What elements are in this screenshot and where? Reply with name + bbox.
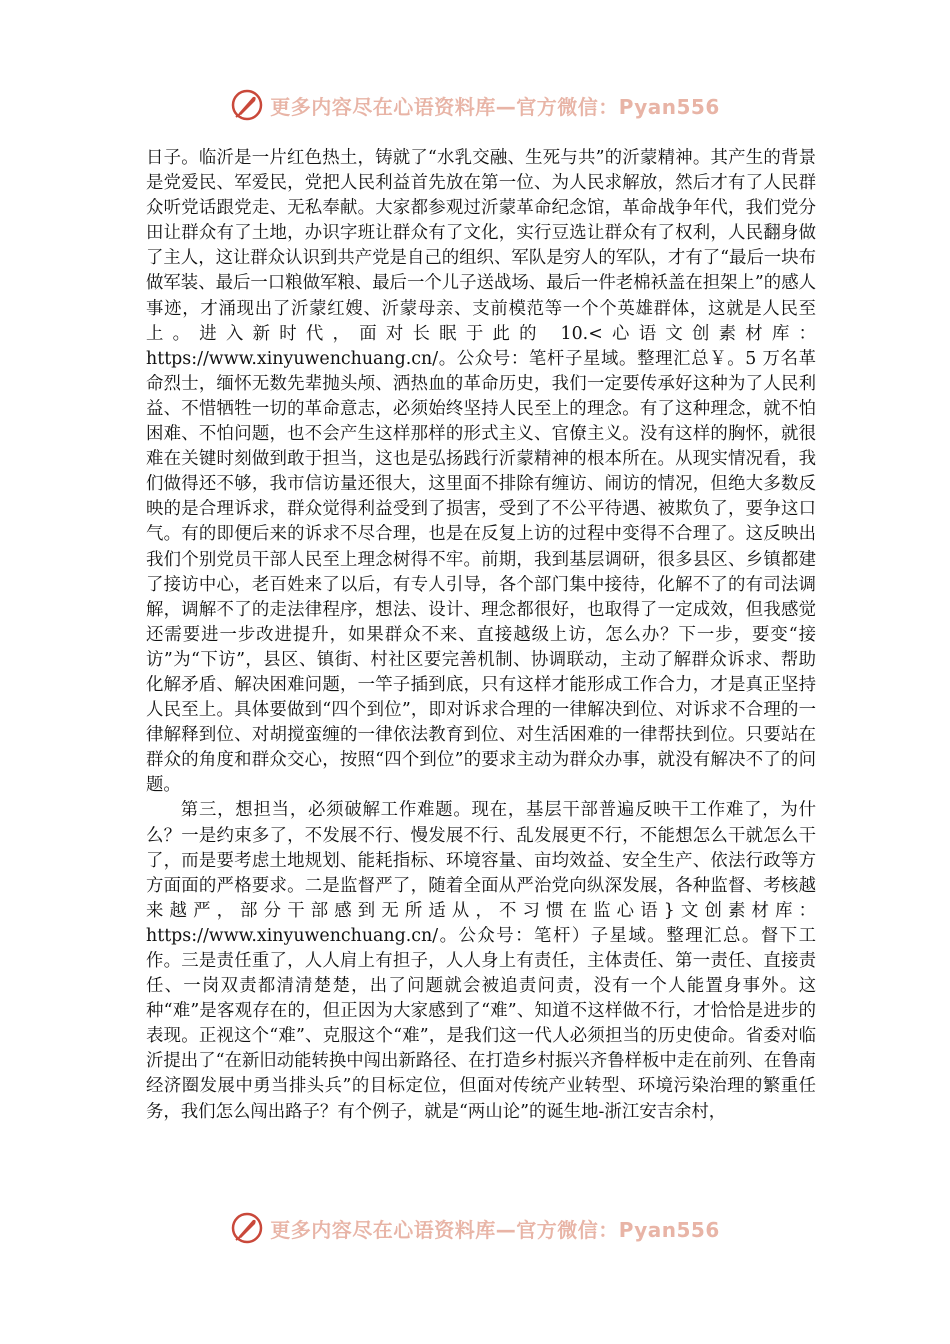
footer-banner <box>0 1208 950 1248</box>
paragraph: 日子。临沂是一片红色热土，铸就了“水乳交融、生死与共”的沂蒙精神。其产生的背景是党爱民、军爱民，党把人民利益首先放在第一位、为人民求解放，然后才有了人民群众听党话跟党走、无私奉献。大家都参观过沂蒙革命纪念馆，革命战争年代，我们党分田让群众有了土地，办识字班让群众有了文化，实行豆选让群众有了权利，人民翻身做了主人，这让群众认识到共产党是自己的组织、军队是穷人的军队，才有了“最后一块布做军装、最后一口粮做军粮、最后一个儿子送战场、最后一件老棉袄盖在担架上”的感人事迹，才涌现出了沂蒙红嫂、沂蒙母亲、支前模范等一个个英雄群体，这就是人民至上。进入新时代，面对长眠于此的 10.<心语文创素材库：https://www.xinyuwenchuang.cn/。公众号：笔杆子星域。整理汇总￥。5 万名革命烈士，缅怀无数先辈抛头颅、洒热血的革命历史，我们一定要传承好这种为了人民利益、不惜牺牲一切的革命意志，必须始终坚持人民至上的理念。有了这种理念，就不怕困难、不怕问题，也不会产生这样那样的形式主义、官僚主义。没有这样的胸怀，就很难在关键时刻做到敢于担当，这也是弘扬践行沂蒙精神的根本所在。从现实情况看，我们做得还不够，我市信访量还很大，这里面不排除有缠访、闹访的情况，但绝大多数反映的是合理诉求，群众觉得利益受到了损害，受到了不公平待遇、被欺负了，要争这口气。有的即便后来的诉求不尽合理，也是在反复上访的过程中变得不合理了。这反映出我们个别党员干部人民至上理念树得不牢。前期，我到基层调研，很多县区、乡镇都建了接访中心，老百姓来了以后，有专人引导，各个部门集中接待，化解不了的有司法调解，调解不了的走法律程序，想法、设计、理念都很好，也取得了一定成效，但我感觉还需要进一步改进提升，如果群众不来、直接越级上访，怎么办？下一步，要变“接访”为“下访”，县区、镇街、村社区要完善机制、协调联动，主动了解群众诉求、帮助化解矛盾、解决困难问题，一竿子插到底，只有这样才能形成工作合力，才是真正坚持人民至上。具体要做到“四个到位”，即对诉求合理的一律解决到位、对诉求不合理的一律解释到位、对胡搅蛮缠的一律依法教育到位、对生活困难的一律帮扶到位。只要站在群众的角度和群众交心，按照“四个到位”的要求主动为群众办事，就没有解决不了的问题。 <box>146 148 816 796</box>
document-body <box>146 146 816 1125</box>
header-banner <box>0 85 950 125</box>
footer-banner-text: 更多内容尽在心语资料库—官方微信：Pyan556 <box>270 1217 720 1242</box>
quill-pen-icon <box>230 1211 264 1245</box>
paragraph: 第三，想担当，必须破解工作难题。现在，基层干部普遍反映干工作难了，为什么？一是约束多了，不发展不行、慢发展不行、乱发展更不行，不能想怎么干就怎么干了，而是要考虑土地规划、能耗指标、环境容量、亩均效益、安全生产、依法行政等方方面面的严格要求。二是监督严了，随着全面从严治党向纵深发展，各种监督、考核越来越严，部分干部感到无所适从，不习惯在监心语}文创素材库：https://www.xinyuwenchuang.cn/。公众号：笔杆）子星域。整理汇总。督下工作。三是责任重了，人人肩上有担子，人人身上有责任，主体责任、第一责任、直接责任、一岗双责都清清楚楚，出了问题就会被追责问责，没有一个人能置身事外。这种“难”是客观存在的，但正因为大家感到了“难”、知道不这样做不行，才恰恰是进步的表现。正视这个“难”、克服这个“难”，是我们这一代人必须担当的历史使命。省委对临沂提出了“在新旧动能转换中闯出新路径、在打造乡村振兴齐鲁样板中走在前列、在鲁南经济圈发展中勇当排头兵”的目标定位，但面对传统产业转型、环境污染治理的繁重任务，我们怎么闯出路子？有个例子，就是“两山论”的诞生地-浙江安吉余村， <box>146 800 816 1122</box>
quill-pen-icon <box>230 88 264 122</box>
header-banner-text: 更多内容尽在心语资料库—官方微信：Pyan556 <box>270 94 720 119</box>
